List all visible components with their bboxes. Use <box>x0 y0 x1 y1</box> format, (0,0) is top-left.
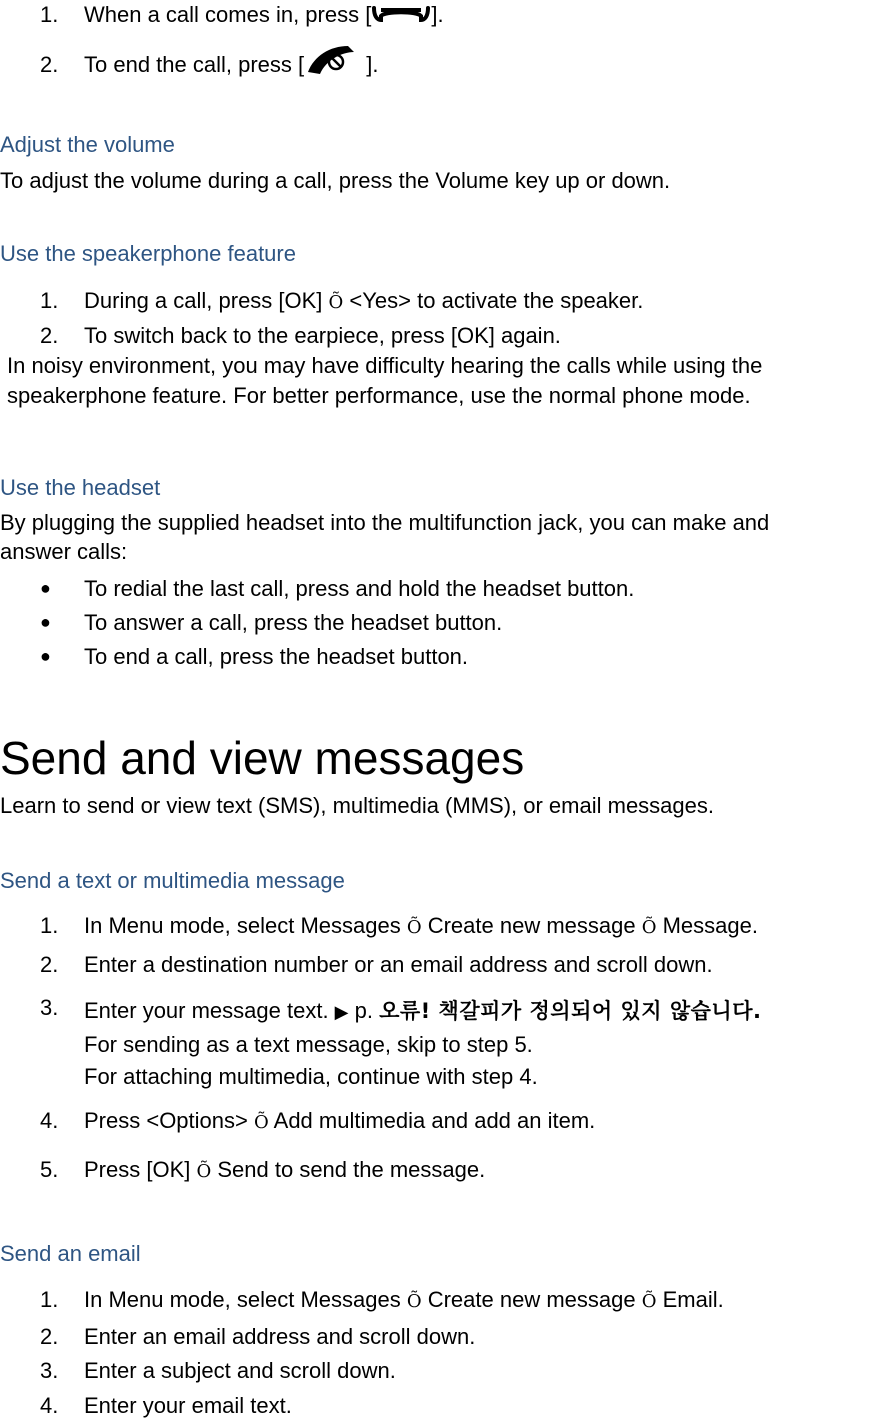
list-number: 4. <box>40 1108 59 1133</box>
list-number: 3. <box>40 995 59 1020</box>
list-number: 2. <box>40 323 59 348</box>
list-number: 2. <box>40 952 59 977</box>
text-message-step: In Menu mode, select Messages Õ Create new message Õ Message. <box>84 913 758 938</box>
list-number: 3. <box>40 1358 59 1383</box>
volume-description: To adjust the volume during a call, press the Volume key up or down. <box>0 168 671 193</box>
headset-intro: By plugging the supplied headset into the multifunction jack, you can make and <box>0 510 770 535</box>
note-text: In noisy environment, you may have difficulty hearing the calls while using the <box>7 353 763 378</box>
bullet-icon: ● <box>40 578 51 598</box>
section-heading-headset: Use the headset <box>0 475 161 500</box>
section-heading-speakerphone: Use the speakerphone feature <box>0 241 296 266</box>
bullet-icon: ● <box>40 646 51 666</box>
page-title: Send and view messages <box>0 732 525 784</box>
section-heading-volume: Adjust the volume <box>0 132 175 157</box>
call-key-icon <box>371 6 431 26</box>
list-number: 2. <box>40 1324 59 1349</box>
bullet-icon: ● <box>40 612 51 632</box>
list-number: 5. <box>40 1157 59 1182</box>
text-message-substep: For attaching multimedia, continue with step 4. <box>84 1064 538 1089</box>
list-item: To answer a call, press the headset button. <box>84 610 503 635</box>
headset-intro: answer calls: <box>0 539 128 564</box>
text-message-step: Press <Options> Õ Add multimedia and add an item. <box>84 1108 596 1133</box>
list-number: 2. <box>40 52 59 77</box>
speaker-step: To switch back to the earpiece, press [OK] again. <box>84 323 561 348</box>
text-message-step: Press [OK] Õ Send to send the message. <box>84 1157 486 1182</box>
list-number: 1. <box>40 1287 59 1312</box>
end-call-step: To end the call, press [ ]. <box>84 52 378 78</box>
bookmark-error: 오류! 책갈피가 정의되어 있지 않습니다. <box>379 999 762 1023</box>
section-heading-email: Send an email <box>0 1241 141 1266</box>
end-key-icon <box>304 42 360 76</box>
speaker-step: During a call, press [OK] Õ <Yes> to activate the speaker. <box>84 288 644 313</box>
email-step: In Menu mode, select Messages Õ Create new message Õ Email. <box>84 1287 724 1312</box>
email-step: Enter your email text. <box>84 1393 292 1418</box>
list-number: 1. <box>40 2 59 27</box>
note-text: speakerphone feature. For better performance, use the normal phone mode. <box>7 383 751 408</box>
list-number: 1. <box>40 913 59 938</box>
section-heading-text-message: Send a text or multimedia message <box>0 868 345 893</box>
arrow-icon: ▶ <box>334 1002 349 1023</box>
list-number: 1. <box>40 288 59 313</box>
text-message-step: Enter your message text. ▶ p. 오류! 책갈피가 정의되어 있지 않습니다. <box>84 998 762 1023</box>
list-item: To end a call, press the headset button. <box>84 644 469 669</box>
answer-call-step: When a call comes in, press [ ]. <box>84 2 444 27</box>
list-number: 4. <box>40 1393 59 1418</box>
text-message-step: Enter a destination number or an email address and scroll down. <box>84 952 713 977</box>
email-step: Enter a subject and scroll down. <box>84 1358 396 1383</box>
list-item: To redial the last call, press and hold the headset button. <box>84 576 635 601</box>
text-message-substep: For sending as a text message, skip to step 5. <box>84 1032 533 1057</box>
email-step: Enter an email address and scroll down. <box>84 1324 476 1349</box>
messages-intro: Learn to send or view text (SMS), multimedia (MMS), or email messages. <box>0 793 715 818</box>
